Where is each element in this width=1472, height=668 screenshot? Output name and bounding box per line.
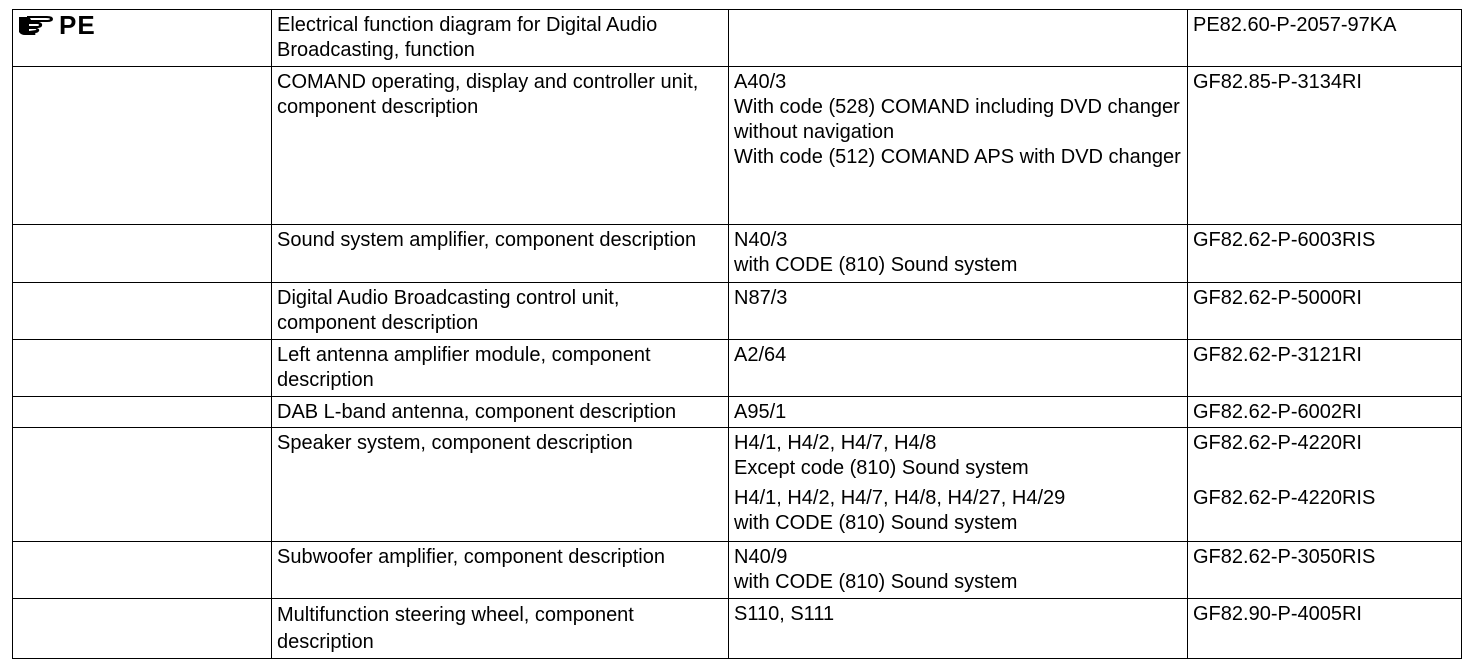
empty-cell: [13, 283, 272, 340]
table-row: [13, 397, 1462, 428]
reference-cell: [1188, 67, 1462, 225]
description-text: Speaker system, component description: [277, 432, 633, 454]
reference-text: GF82.62-P-3121RI: [1193, 344, 1362, 366]
description-cell: [272, 340, 729, 397]
reference-cell: [1188, 225, 1462, 283]
reference-text: PE82.60-P-2057-97KA: [1193, 14, 1397, 36]
pointing-hand-icon: [17, 14, 55, 36]
reference-text: GF82.62-P-6002RI: [1193, 401, 1362, 423]
description-cell: [272, 225, 729, 283]
description-text: Electrical function diagram for Digital Audio Broadcasting, function: [277, 14, 658, 61]
pe-marker: [17, 12, 96, 38]
description-text: COMAND operating, display and controller unit, component description: [277, 71, 699, 118]
empty-cell: [13, 225, 272, 283]
description-cell: [272, 67, 729, 225]
reference-text: GF82.62-P-4220RIS: [1193, 487, 1376, 509]
description-cell: [272, 397, 729, 428]
reference-cell: [1188, 428, 1462, 542]
reference-text: GF82.62-P-6003RIS: [1193, 229, 1376, 251]
empty-cell: [13, 599, 272, 659]
description-text: DAB L-band antenna, component description: [277, 401, 677, 423]
component-cell: [729, 283, 1188, 340]
component-code: N87/3: [734, 287, 788, 309]
component-cell: [729, 428, 1188, 542]
description-text: Sound system amplifier, component description: [277, 229, 697, 251]
reference-text: GF82.85-P-3134RI: [1193, 71, 1362, 93]
reference-table: [12, 9, 1462, 659]
description-text: Digital Audio Broadcasting control unit, component description: [277, 287, 620, 334]
component-note: with CODE (810) Sound system: [734, 571, 1018, 593]
reference-cell: [1188, 397, 1462, 428]
component-cell: [729, 542, 1188, 599]
component-cell: [729, 397, 1188, 428]
table-row: [13, 340, 1462, 397]
component-code: A2/64: [734, 344, 787, 366]
table-row: [13, 428, 1462, 542]
empty-cell: [13, 428, 272, 542]
description-text: Subwoofer amplifier, component description: [277, 546, 665, 568]
empty-cell: [13, 67, 272, 225]
table-row: [13, 10, 1462, 67]
table-row: [13, 225, 1462, 283]
component-note: Except code (810) Sound system: [734, 457, 1029, 479]
description-text: Left antenna amplifier module, component description: [277, 344, 651, 391]
component-cell: [729, 10, 1188, 67]
component-code: A95/1: [734, 401, 787, 423]
pe-marker-cell: [13, 10, 272, 67]
component-code: A40/3: [734, 71, 787, 93]
reference-text: GF82.62-P-5000RI: [1193, 287, 1362, 309]
component-note: with CODE (810) Sound system: [734, 512, 1018, 534]
reference-cell: [1188, 599, 1462, 659]
table-row: [13, 599, 1462, 659]
description-cell: [272, 542, 729, 599]
empty-cell: [13, 397, 272, 428]
reference-cell: [1188, 542, 1462, 599]
reference-text: GF82.90-P-4005RI: [1193, 603, 1362, 625]
description-cell: [272, 428, 729, 542]
spacer: [1193, 456, 1456, 481]
empty-cell: [13, 542, 272, 599]
component-cell: [729, 67, 1188, 225]
table-row: [13, 67, 1462, 225]
empty-cell: [13, 340, 272, 397]
reference-cell: [1188, 283, 1462, 340]
component-cell: [729, 599, 1188, 659]
component-code: H4/1, H4/2, H4/7, H4/8, H4/27, H4/29: [734, 487, 1066, 509]
pe-label: PE: [59, 10, 96, 40]
component-code: N40/3: [734, 229, 788, 251]
reference-text: GF82.62-P-3050RIS: [1193, 546, 1376, 568]
component-cell: [729, 340, 1188, 397]
component-code: H4/1, H4/2, H4/7, H4/8: [734, 432, 937, 454]
table-row: [13, 542, 1462, 599]
description-cell: [272, 599, 729, 659]
component-cell: [729, 225, 1188, 283]
reference-cell: [1188, 340, 1462, 397]
description-text: Multifunction steering wheel, component description: [277, 604, 634, 653]
description-cell: [272, 10, 729, 67]
component-note: without navigation: [734, 121, 895, 143]
component-note: With code (528) COMAND including DVD changer: [734, 96, 1180, 118]
reference-cell: [1188, 10, 1462, 67]
reference-text: GF82.62-P-4220RI: [1193, 432, 1362, 454]
description-cell: [272, 283, 729, 340]
component-code: N40/9: [734, 546, 788, 568]
component-note: With code (512) COMAND APS with DVD changer: [734, 146, 1181, 168]
component-note: with CODE (810) Sound system: [734, 254, 1018, 276]
component-code: S110, S111: [734, 603, 835, 625]
table-row: [13, 283, 1462, 340]
